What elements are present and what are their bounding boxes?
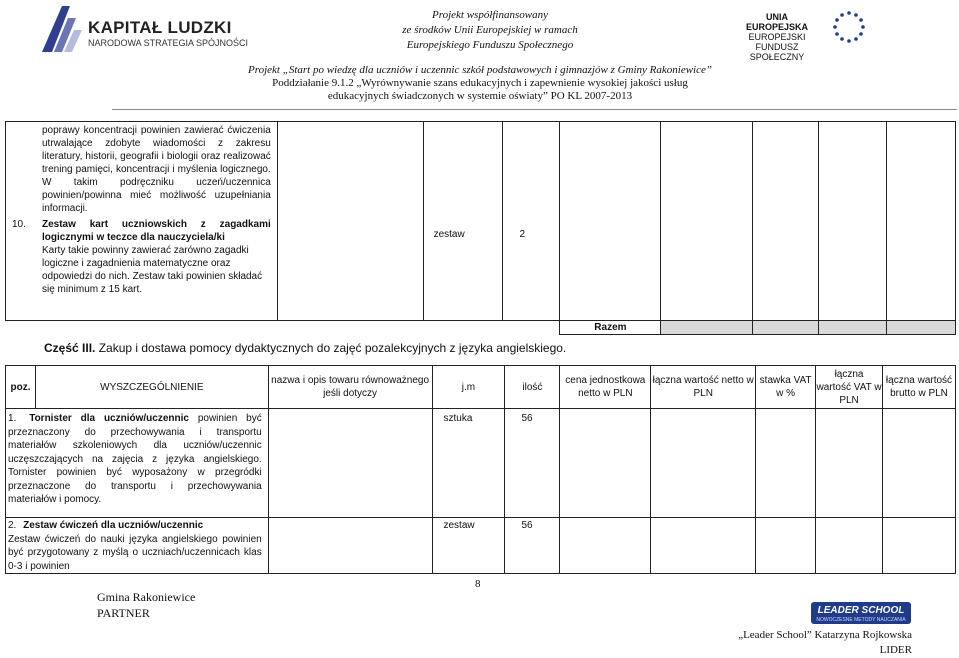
row-1-unit-price bbox=[560, 409, 651, 518]
header-vat-rate: stawka VAT w % bbox=[756, 366, 816, 409]
razem-spacer bbox=[6, 321, 278, 335]
page-number: 8 bbox=[475, 578, 481, 590]
kapital-ludzki-title: KAPITAŁ LUDZKI bbox=[88, 18, 232, 37]
row-1-description: powinien być przeznaczony do przechowywania i transportu materiałów szkoleniowych dla uczniów/uczennic uczęszczających na zajęcia z języka angielskiego. Tornister powinien być wyposażony w przegródki przeznaczone do transportu i przechowywania materiałów i pomocy. bbox=[8, 413, 262, 505]
table-row bbox=[6, 409, 269, 518]
footer-partner-left bbox=[97, 589, 195, 621]
row-2-equivalent bbox=[268, 518, 432, 574]
item-10-description: Karty takie powinny zawierać zarówno zagadki logiczne i zagadnienia matematyczne oraz odpowiedzi do nich. Zestaw taki powinien składać się minimum z 15 kart. bbox=[42, 245, 263, 295]
footer-leader-name: „Leader School” Katarzyna Rojkowska bbox=[738, 629, 912, 641]
item-10-number: 10. bbox=[12, 219, 26, 230]
item-description-cell bbox=[6, 122, 278, 321]
row-1-equivalent bbox=[268, 409, 432, 518]
row-2-number: 2. bbox=[8, 520, 17, 531]
equivalent-cell bbox=[277, 122, 423, 321]
row-2-net-total bbox=[651, 518, 756, 574]
row-1-net-total bbox=[651, 409, 756, 518]
razem-spacer bbox=[423, 321, 502, 335]
section-label: Część III. bbox=[44, 341, 96, 355]
razem-spacer bbox=[502, 321, 560, 335]
row-2-description: Zestaw ćwiczeń do nauki języka angielskiego powinien być przygotowany z myślą o uczniach/uczennicach klas 0-3 i powinien bbox=[8, 533, 262, 572]
row-2-vat-rate bbox=[756, 518, 816, 574]
eu-line-2: EUROPEJSKI bbox=[748, 32, 806, 42]
cofinance-line-2: ze środków Unii Europejskiej w ramach bbox=[402, 24, 578, 36]
eu-line-3: FUNDUSZ SPOŁECZNY bbox=[749, 42, 805, 62]
row-2-vat-total bbox=[816, 518, 883, 574]
eu-text bbox=[737, 12, 817, 62]
kapital-ludzki-logo bbox=[40, 4, 85, 54]
unit-cell bbox=[423, 122, 502, 321]
row-1-vat-total bbox=[816, 409, 883, 518]
gross-total-cell bbox=[887, 122, 956, 321]
razem-label: Razem bbox=[560, 321, 661, 335]
footer-partner-label: PARTNER bbox=[97, 606, 150, 620]
qty-cell bbox=[502, 122, 560, 321]
item-10-qty: 2 bbox=[519, 229, 526, 240]
razem-net-total bbox=[661, 321, 753, 335]
header-specification: WYSZCZEGÓLNIENIE bbox=[35, 366, 268, 409]
items-table-part3 bbox=[5, 365, 956, 574]
vat-rate-cell bbox=[753, 122, 819, 321]
items-table-part2 bbox=[5, 121, 956, 335]
header-equivalent: nazwa i opis towaru równoważnego jeśli dotyczy bbox=[268, 366, 432, 409]
header-net-total: łączna wartość netto w PLN bbox=[651, 366, 756, 409]
cofinance-note bbox=[300, 8, 680, 53]
project-description bbox=[220, 64, 740, 103]
cofinance-line-1: Projekt współfinansowany bbox=[431, 9, 548, 21]
footer-gmina: Gmina Rakoniewice bbox=[97, 590, 196, 604]
item-10 bbox=[12, 218, 271, 244]
row-2-title: Zestaw ćwiczeń dla uczniów/uczennic bbox=[23, 520, 204, 531]
razem-vat-rate bbox=[753, 321, 819, 335]
section-title: Zakup i dostawa pomocy dydaktycznych do zajęć pozalekcyjnych z języka angielskiego. bbox=[95, 341, 567, 355]
row-2-unit: zestaw bbox=[432, 518, 505, 574]
footer-leader bbox=[700, 628, 912, 658]
project-line-2: Poddziałanie 9.1.2 „Wyrównywanie szans edukacyjnych i zapewnienie wysokiej jakości usług bbox=[272, 77, 688, 89]
razem-vat-total bbox=[819, 321, 887, 335]
item-9-continuation: poprawy koncentracji powinien zawierać ćwiczenia utrwalające zdobyte wiadomości z zakresu literatury, historii, geografii i biologii oraz realizować trening pamięci, koncentracji i myślenia logicznego. W takim podręczniku uczeń/uczennica powinien/powinna mieć możliwość uzupełniania informacji. bbox=[42, 125, 271, 214]
cofinance-line-3: Europejskiego Funduszu Społecznego bbox=[406, 39, 574, 51]
razem-spacer bbox=[277, 321, 423, 335]
table-row bbox=[6, 518, 269, 574]
row-2-unit-price bbox=[560, 518, 651, 574]
row-1-vat-rate bbox=[756, 409, 816, 518]
header-vat-total: łączna wartość VAT w PLN bbox=[816, 366, 883, 409]
section-heading bbox=[44, 341, 566, 355]
header-qty: ilość bbox=[505, 366, 560, 409]
kapital-ludzki-subtitle: NARODOWA STRATEGIA SPÓJNOŚCI bbox=[88, 38, 249, 48]
row-2-gross-total bbox=[883, 518, 956, 574]
item-10-unit: zestaw bbox=[433, 229, 465, 240]
eu-line-1: UNIA EUROPEJSKA bbox=[745, 12, 808, 32]
eu-flag-icon bbox=[828, 8, 870, 46]
header-divider bbox=[112, 109, 957, 110]
row-2-qty: 56 bbox=[505, 518, 560, 574]
header-gross-total: łączna wartość brutto w PLN bbox=[883, 366, 956, 409]
net-total-cell bbox=[661, 122, 753, 321]
project-line-3: edukacyjnych świadczonych w systemie oświaty” PO KL 2007-2013 bbox=[327, 90, 633, 102]
row-1-title: Tornister dla uczniów/uczennic bbox=[29, 413, 189, 424]
header-poz: poz. bbox=[6, 366, 36, 409]
row-1-number: 1. bbox=[8, 413, 17, 424]
razem-gross-total bbox=[887, 321, 956, 335]
project-line-1: Projekt „Start po wiedzę dla uczniów i uczennic szkół podstawowych i gimnazjów z Gminy Rakoniewice” bbox=[248, 64, 712, 76]
item-10-title: Zestaw kart uczniowskich z zagadkami logicznymi w teczce dla nauczyciela/ki bbox=[42, 219, 271, 243]
unit-price-cell bbox=[560, 122, 661, 321]
header-unit: j.m bbox=[432, 366, 505, 409]
row-1-gross-total bbox=[883, 409, 956, 518]
header-unit-price: cena jednostkowa netto w PLN bbox=[560, 366, 651, 409]
leader-school-logo-subtext: NOWOCZESNE METODY NAUCZANIA bbox=[816, 617, 906, 623]
vat-total-cell bbox=[819, 122, 887, 321]
leader-school-logo-text: LEADER SCHOOL bbox=[817, 605, 905, 616]
row-1-unit: sztuka bbox=[432, 409, 505, 518]
row-1-qty: 56 bbox=[505, 409, 560, 518]
footer-leader-role: LIDER bbox=[879, 644, 912, 656]
